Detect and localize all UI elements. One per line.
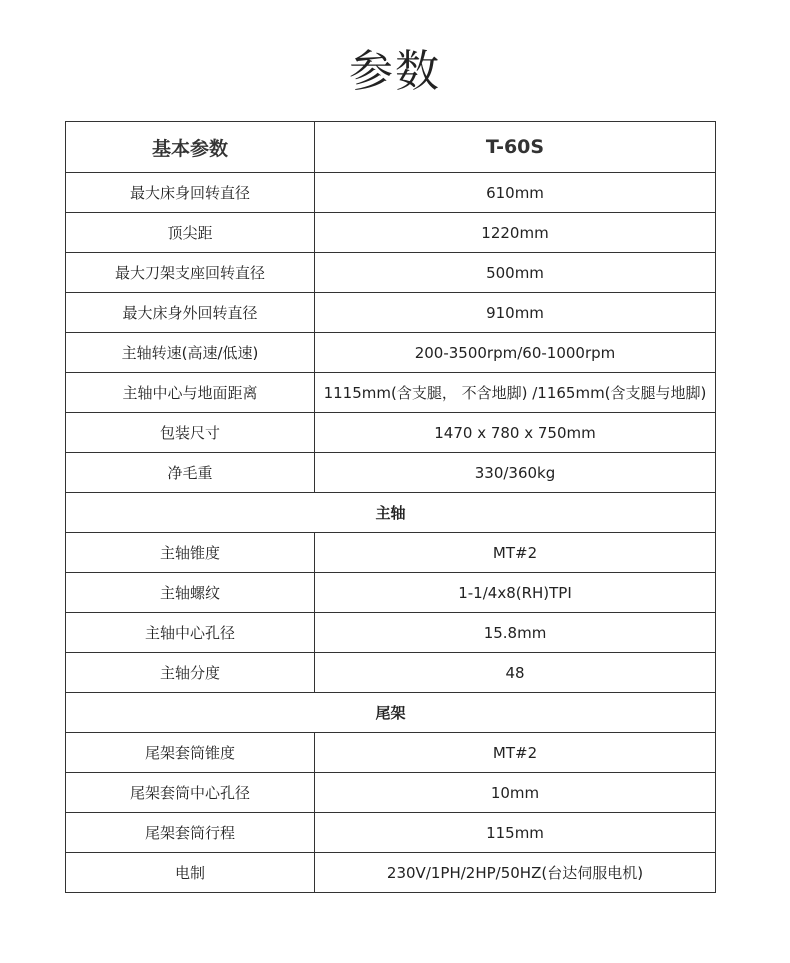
param-value: 610mm xyxy=(315,173,716,213)
param-value: 48 xyxy=(315,653,716,693)
header-label-cell: 基本参数 xyxy=(66,122,315,173)
param-label: 净毛重 xyxy=(66,453,315,493)
section-title: 主轴 xyxy=(66,493,716,533)
param-label: 主轴中心孔径 xyxy=(66,613,315,653)
table-row xyxy=(66,293,716,333)
param-value: 15.8mm xyxy=(315,613,716,653)
table-row xyxy=(66,573,716,613)
table-row xyxy=(66,533,716,573)
table-row xyxy=(66,813,716,853)
param-label: 主轴中心与地面距离 xyxy=(66,373,315,413)
param-value: 1115mm(含支腿， 不含地脚) /1165mm(含支腿与地脚) xyxy=(315,373,716,413)
table-row xyxy=(66,733,716,773)
param-value: 1470 x 780 x 750mm xyxy=(315,413,716,453)
table-row xyxy=(66,253,716,293)
header-model-cell: T-60S xyxy=(315,122,716,173)
param-label: 最大床身外回转直径 xyxy=(66,293,315,333)
param-value: 230V/1PH/2HP/50HZ(台达伺服电机) xyxy=(315,853,716,893)
table-row xyxy=(66,173,716,213)
param-value: 1220mm xyxy=(315,213,716,253)
param-label: 电制 xyxy=(66,853,315,893)
param-label: 包装尺寸 xyxy=(66,413,315,453)
table-row xyxy=(66,213,716,253)
param-label: 顶尖距 xyxy=(66,213,315,253)
param-value: 910mm xyxy=(315,293,716,333)
section-row xyxy=(66,493,716,533)
param-value: MT#2 xyxy=(315,533,716,573)
section-title: 尾架 xyxy=(66,693,716,733)
table-row xyxy=(66,773,716,813)
param-label: 主轴分度 xyxy=(66,653,315,693)
table-row xyxy=(66,613,716,653)
param-label: 尾架套筒中心孔径 xyxy=(66,773,315,813)
param-label: 尾架套筒行程 xyxy=(66,813,315,853)
table-row xyxy=(66,333,716,373)
param-label: 主轴锥度 xyxy=(66,533,315,573)
param-value: 330/360kg xyxy=(315,453,716,493)
param-value: 500mm xyxy=(315,253,716,293)
param-value: 200-3500rpm/60-1000rpm xyxy=(315,333,716,373)
spec-table xyxy=(65,121,716,893)
param-label: 主轴转速(高速/低速) xyxy=(66,333,315,373)
param-value: MT#2 xyxy=(315,733,716,773)
param-label: 主轴螺纹 xyxy=(66,573,315,613)
table-row xyxy=(66,373,716,413)
page-title: 参数 xyxy=(349,46,441,97)
table-row xyxy=(66,653,716,693)
param-label: 尾架套筒锥度 xyxy=(66,733,315,773)
table-row xyxy=(66,853,716,893)
param-label: 最大刀架支座回转直径 xyxy=(66,253,315,293)
table-row xyxy=(66,453,716,493)
spec-table-body xyxy=(66,122,716,893)
param-value: 10mm xyxy=(315,773,716,813)
table-row xyxy=(66,413,716,453)
table-header-row xyxy=(66,122,716,173)
param-label: 最大床身回转直径 xyxy=(66,173,315,213)
param-value: 115mm xyxy=(315,813,716,853)
param-value: 1-1/4x8(RH)TPI xyxy=(315,573,716,613)
section-row xyxy=(66,693,716,733)
